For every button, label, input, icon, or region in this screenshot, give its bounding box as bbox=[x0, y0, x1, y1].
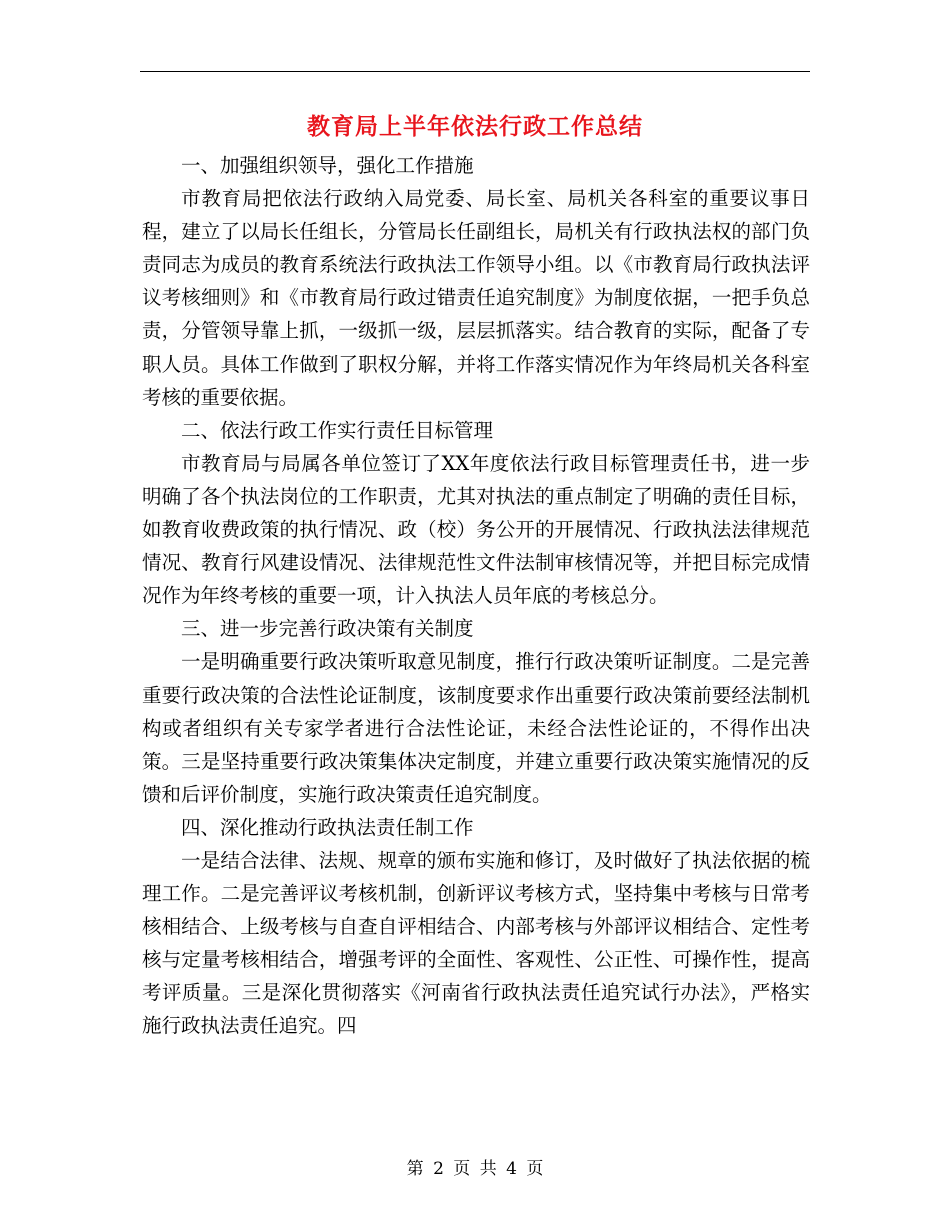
section-heading-3: 三、进一步完善行政决策有关制度 bbox=[181, 617, 474, 641]
section-heading-2: 二、依法行政工作实行责任目标管理 bbox=[181, 418, 494, 442]
document-body bbox=[142, 149, 810, 1043]
document-title: 教育局上半年依法行政工作总结 bbox=[307, 113, 643, 140]
section-heading-1: 一、加强组织领导，强化工作措施 bbox=[181, 154, 474, 177]
section-heading-4: 四、深化推动行政执法责任制工作 bbox=[181, 815, 474, 839]
page-number: 第 2 页 共 4 页 bbox=[406, 1159, 544, 1179]
section-paragraph-1: 市教育局把依法行政纳入局党委、局长室、局机关各科室的重要议事日程，建立了以局长任组长，分管局长任副组长，局机关有行政执法权的部门负责同志为成员的教育系统法行政执法工作领导小组。以《市教育局行政执法评议考核细则》和《市教育局行政过错责任追究制度》为制度依据，一把手负总责，分管领导靠上抓，一级抓一级，层层抓落实。结合教育的实际，配备了专职人员。具体工作做到了职权分解，并将工作落实情况作为年终局机关各科室考核的重要依据。 bbox=[142, 187, 810, 409]
section-paragraph-2: 市教育局与局属各单位签订了XX年度依法行政目标管理责任书，进一步明确了各个执法岗位的工作职责，尤其对执法的重点制定了明确的责任目标，如教育收费政策的执行情况、政（校）务公开的开展情况、行政执法法律规范情况、教育行风建设情况、法律规范性文件法制审核情况等，并把目标完成情况作为年终考核的重要一项，计入执法人员年底的考核总分。 bbox=[142, 451, 810, 608]
header-rule bbox=[140, 71, 810, 72]
section-paragraph-4: 一是结合法律、法规、规章的颁布实施和修订，及时做好了执法依据的梳理工作。二是完善评议考核机制，创新评议考核方式，坚持集中考核与日常考核相结合、上级考核与自查自评相结合、内部考核与外部评议相结合、定性考核与定量考核相结合，增强考评的全面性、客观性、公正性、可操作性，提高考评质量。三是深化贯彻落实《河南省行政执法责任追究试行办法》，严格实施行政执法责任追究。四 bbox=[142, 848, 810, 1038]
section-paragraph-3: 一是明确重要行政决策听取意见制度，推行行政决策听证制度。二是完善重要行政决策的合法性论证制度，该制度要求作出重要行政决策前要经法制机构或者组织有关专家学者进行合法性论证，未经合法性论证的，不得作出决策。三是坚持重要行政决策集体决定制度，并建立重要行政决策实施情况的反馈和后评价制度，实施行政决策责任追究制度。 bbox=[142, 650, 810, 806]
